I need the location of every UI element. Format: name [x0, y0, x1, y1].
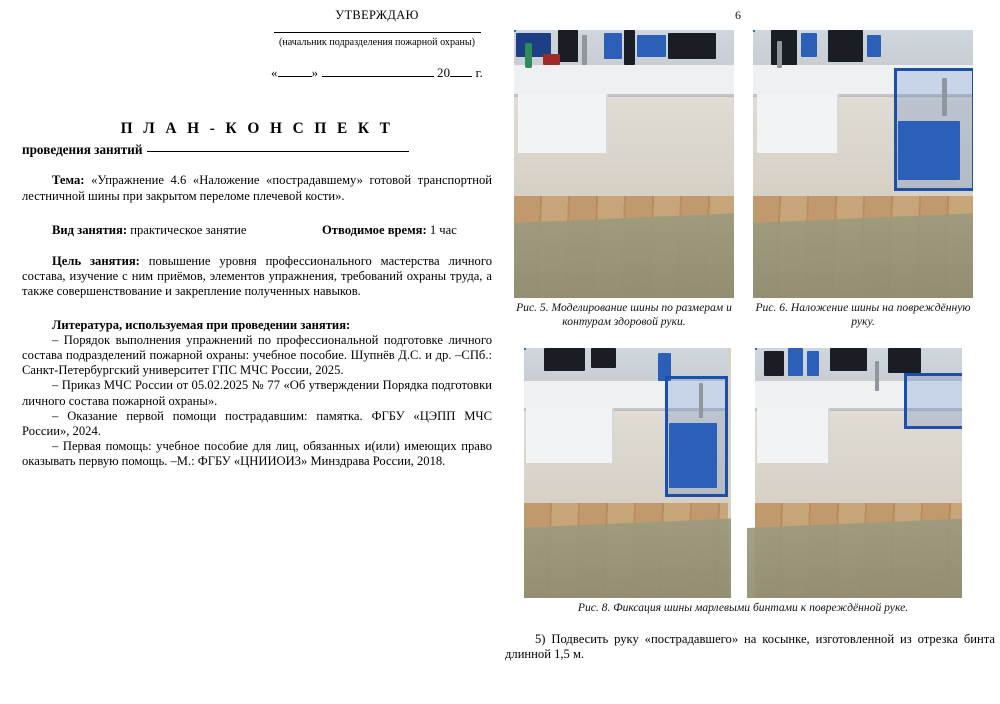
date-year-blank [450, 76, 472, 77]
figure-5 [514, 30, 734, 329]
figure-8 [524, 348, 962, 615]
goal-label: Цель занятия: [52, 253, 140, 268]
date-quote-open: « [270, 66, 278, 81]
literature-item: – Приказ МЧС России от 05.02.2025 № 77 «Об утверждении Порядка подготовки личного состава пожарной охраны». [22, 378, 492, 408]
date-year-suffix: г. [475, 66, 484, 81]
time-value: 1 час [429, 222, 457, 237]
approve-subtitle: (начальник подразделения пожарной охраны) [278, 37, 476, 49]
lesson-time-cell [322, 223, 457, 238]
literature-item: – Порядок выполнения упражнений по профессиональной подготовке личного состава подразделений пожарной охраны: учебное пособие. Шупнёв Д.С. и др. –СПб.: Санкт-Петербургский университет ГПС МЧС России, 2025. [22, 333, 492, 378]
approve-date-line [262, 66, 492, 81]
lesson-type-value: практическое занятие [130, 222, 247, 237]
figure-5-caption: Рис. 5. Моделирование шины по размерам и контурам здоровой руки. [516, 301, 732, 329]
literature-item: – Первая помощь: учебное пособие для лиц, обязанных и(или) имеющих право оказывать первую помощь. –М.: ФГБУ «ЦНИИОИЗ» Минздрава России, 2018. [22, 438, 492, 468]
goal-paragraph [22, 254, 492, 299]
goal-text: повышение уровня профессионального мастерства личного состава, изучение с ним приёмов, элементов упражнения, требований охраны труда, а также совершенствование и закрепление полученных навыков. [22, 253, 492, 298]
figure-8-right-photo [755, 348, 962, 598]
figure-8-left-photo [524, 348, 728, 598]
figure-6 [753, 30, 973, 329]
footer-step-paragraph: 5) Подвесить руку «пострадавшего» на косынке, изготовленной из отрезка бинта длинной 1,5 м. [505, 632, 995, 662]
topic-paragraph [22, 173, 492, 203]
figure-6-caption: Рис. 6. Наложение шины на повреждённую руку. [755, 301, 971, 329]
figure-8-caption: Рис. 8. Фиксация шины марлевыми бинтами к повреждённой руке. [577, 601, 909, 614]
topic-label: Тема: [52, 173, 85, 188]
figure-column [505, 0, 1000, 704]
lesson-type-label: Вид занятия: [52, 222, 128, 237]
approve-title: УТВЕРЖДАЮ [335, 8, 419, 22]
time-label: Отводимое время: [322, 222, 427, 237]
figure-8-photo [524, 348, 962, 598]
date-month-blank [322, 76, 434, 77]
topic-text: «Упражнение 4.6 «Наложение «пострадавшему» готовой транспортной лестничной шины при закрытом переломе плечевой кости». [22, 173, 492, 203]
figure-5-photo [514, 30, 734, 298]
figure-6-photo [753, 30, 973, 298]
page-title: П Л А Н - К О Н С П Е К Т [120, 120, 394, 138]
page-number: 6 [735, 8, 741, 22]
approval-block [262, 8, 492, 81]
approve-signature-rule [274, 32, 481, 33]
date-quote-close: » [311, 66, 319, 81]
date-day-blank [278, 76, 312, 77]
document-text-column [22, 8, 492, 469]
page-subtitle [22, 142, 492, 157]
literature-heading: Литература, используемая при проведении занятия: [52, 318, 351, 333]
page-subtitle-label: проведения занятий [22, 142, 143, 158]
subtitle-blank-rule [147, 151, 409, 152]
lesson-meta-row [22, 223, 492, 238]
literature-item: – Оказание первой помощи пострадавшим: памятка. ФГБУ «ЦЭПП МЧС России», 2024. [22, 408, 492, 438]
date-year-prefix: 20 [437, 66, 451, 81]
